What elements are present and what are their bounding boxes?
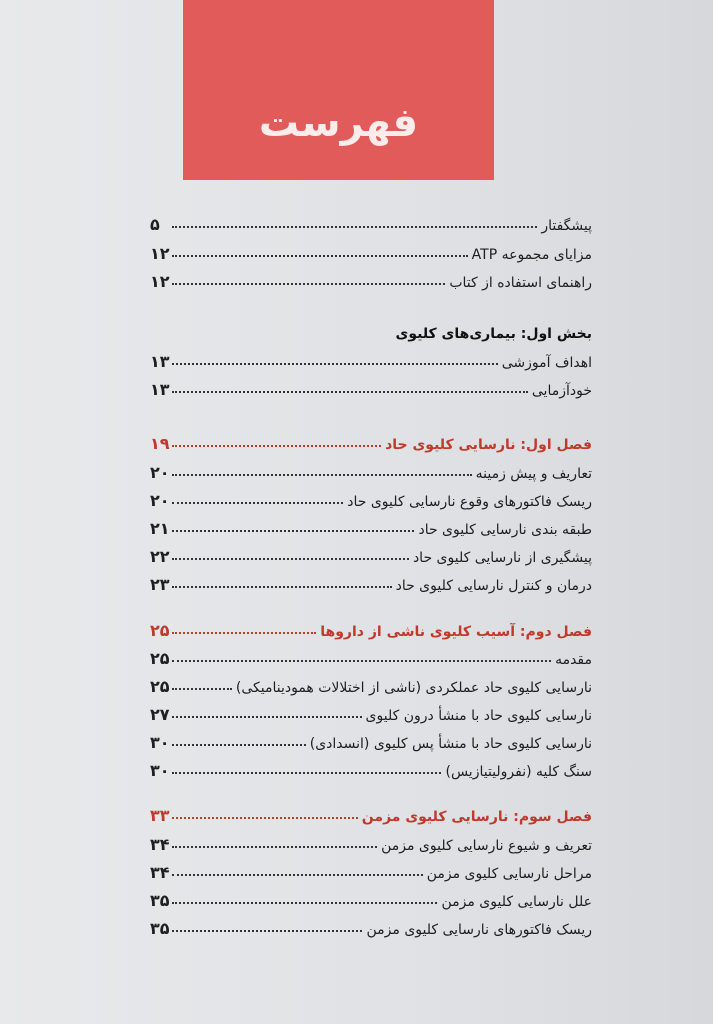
toc-entry-page: ۵ xyxy=(150,215,160,234)
toc-entry-label: نارسایی کلیوی حاد عملکردی (ناشی از اختلالات همودینامیکی) xyxy=(235,680,592,696)
toc-entry-label: تعاریف و پیش زمینه xyxy=(475,466,592,482)
toc-entry-page: ۲۰ xyxy=(150,463,170,482)
toc-entry[interactable] xyxy=(150,826,592,854)
dot-leader xyxy=(172,816,358,819)
dot-leader xyxy=(172,845,377,848)
toc-chapter-1[interactable] xyxy=(150,425,592,453)
dot-leader xyxy=(172,771,441,774)
toc-entry-page: ۱۲ xyxy=(150,272,170,291)
dot-leader xyxy=(172,901,437,904)
toc-entry-label: سنگ کلیه (نفرولیتیازیس) xyxy=(445,764,592,780)
toc-entry-page: ۱۳ xyxy=(150,352,170,371)
toc-entry[interactable] xyxy=(150,454,592,482)
toc-entry-label: پیشگفتار xyxy=(541,218,592,234)
toc-entry-label: راهنمای استفاده از کتاب xyxy=(449,275,592,291)
toc-entry-page: ۲۵ xyxy=(150,677,170,696)
toc-entry-guide[interactable] xyxy=(150,263,592,291)
chapter-page: ۲۵ xyxy=(150,621,170,640)
toc-entry-label: ریسک فاکتورهای نارسایی کلیوی مزمن xyxy=(366,922,592,938)
dot-leader xyxy=(172,659,551,662)
toc-entry-label: مراحل نارسایی کلیوی مزمن xyxy=(426,866,592,882)
toc-entry[interactable] xyxy=(150,882,592,910)
dot-leader xyxy=(172,873,423,876)
dot-leader xyxy=(172,557,409,560)
toc-entry[interactable] xyxy=(150,566,592,594)
toc-entry[interactable] xyxy=(150,854,592,882)
toc-entry-label: پیشگیری از نارسایی کلیوی حاد xyxy=(412,550,592,566)
toc-entry-label: طبقه بندی نارسایی کلیوی حاد xyxy=(418,522,592,538)
toc-entry-label: مزایای مجموعه ATP xyxy=(471,247,592,263)
chapter-page: ۳۳ xyxy=(150,806,170,825)
dot-leader xyxy=(172,501,343,504)
part1-heading: بخش اول: بیماری‌های کلیوی xyxy=(395,326,592,342)
toc-entry-page: ۲۵ xyxy=(150,649,170,668)
toc-entry-label: علل نارسایی کلیوی مزمن xyxy=(441,894,592,910)
toc-entry-label: اهداف آموزشی xyxy=(501,355,592,371)
chapter-title: فصل اول: نارسایی کلیوی حاد xyxy=(385,437,592,453)
toc-entry[interactable] xyxy=(150,668,592,696)
toc-entry-label: تعریف و شیوع نارسایی کلیوی مزمن xyxy=(381,838,592,854)
toc-entry[interactable] xyxy=(150,696,592,724)
dot-leader xyxy=(172,715,362,718)
toc-entry-label: نارسایی کلیوی حاد با منشأ پس کلیوی (انسدادی) xyxy=(309,736,592,752)
toc-entry-page: ۳۵ xyxy=(150,919,170,938)
chapter-title: فصل سوم: نارسایی کلیوی مزمن xyxy=(361,809,592,825)
toc-entry-page: ۱۲ xyxy=(150,244,170,263)
toc-entry-page: ۳۰ xyxy=(150,733,170,752)
page-title: فهرست xyxy=(258,100,419,146)
toc-entry-preface[interactable] xyxy=(150,206,592,234)
toc-entry[interactable] xyxy=(150,910,592,938)
toc-entry-page: ۳۴ xyxy=(150,863,170,882)
dot-leader xyxy=(172,529,414,532)
toc-chapter-2[interactable] xyxy=(150,612,592,640)
toc-entry-page: ۳۰ xyxy=(150,761,170,780)
dot-leader xyxy=(172,254,468,257)
dot-leader xyxy=(172,444,381,447)
toc-entry-page: ۲۱ xyxy=(150,519,170,538)
title-banner xyxy=(183,0,494,180)
chapter-page: ۱۹ xyxy=(150,434,170,453)
toc-entry-page: ۲۳ xyxy=(150,575,170,594)
toc-entry-page: ۲۲ xyxy=(150,547,170,566)
toc-entry-label: ریسک فاکتورهای وقوع نارسایی کلیوی حاد xyxy=(347,494,592,510)
toc-entry[interactable] xyxy=(150,510,592,538)
chapter-title: فصل دوم: آسیب کلیوی ناشی از داروها xyxy=(320,624,592,640)
dot-leader xyxy=(172,362,498,365)
toc-entry[interactable] xyxy=(150,538,592,566)
dot-leader xyxy=(172,929,362,932)
dot-leader xyxy=(172,390,528,393)
dot-leader xyxy=(172,585,392,588)
toc-entry-page: ۳۴ xyxy=(150,835,170,854)
toc-entry[interactable] xyxy=(150,752,592,780)
toc-entry-page: ۲۰ xyxy=(150,491,170,510)
toc-entry-label: نارسایی کلیوی حاد با منشأ درون کلیوی xyxy=(365,708,592,724)
dot-leader xyxy=(172,687,232,690)
toc-entry[interactable] xyxy=(150,724,592,752)
toc-entry-objectives[interactable] xyxy=(150,343,592,371)
dot-leader xyxy=(172,473,472,476)
toc-entry-atp-benefits[interactable] xyxy=(150,235,592,263)
toc-entry-label: درمان و کنترل نارسایی کلیوی حاد xyxy=(395,578,592,594)
toc-chapter-3[interactable] xyxy=(150,797,592,825)
toc-entry-page: ۱۳ xyxy=(150,380,170,399)
dot-leader xyxy=(172,743,306,746)
toc-entry-self-test[interactable] xyxy=(150,371,592,399)
toc-entry-label: مقدمه xyxy=(555,652,592,668)
dot-leader xyxy=(172,631,316,634)
toc-entry[interactable] xyxy=(150,640,592,668)
dot-leader xyxy=(172,282,445,285)
toc-entry-label: خودآزمایی xyxy=(531,383,592,399)
toc-entry-page: ۳۵ xyxy=(150,891,170,910)
toc-entry-page: ۲۷ xyxy=(150,705,170,724)
toc-entry[interactable] xyxy=(150,482,592,510)
dot-leader xyxy=(172,225,537,228)
